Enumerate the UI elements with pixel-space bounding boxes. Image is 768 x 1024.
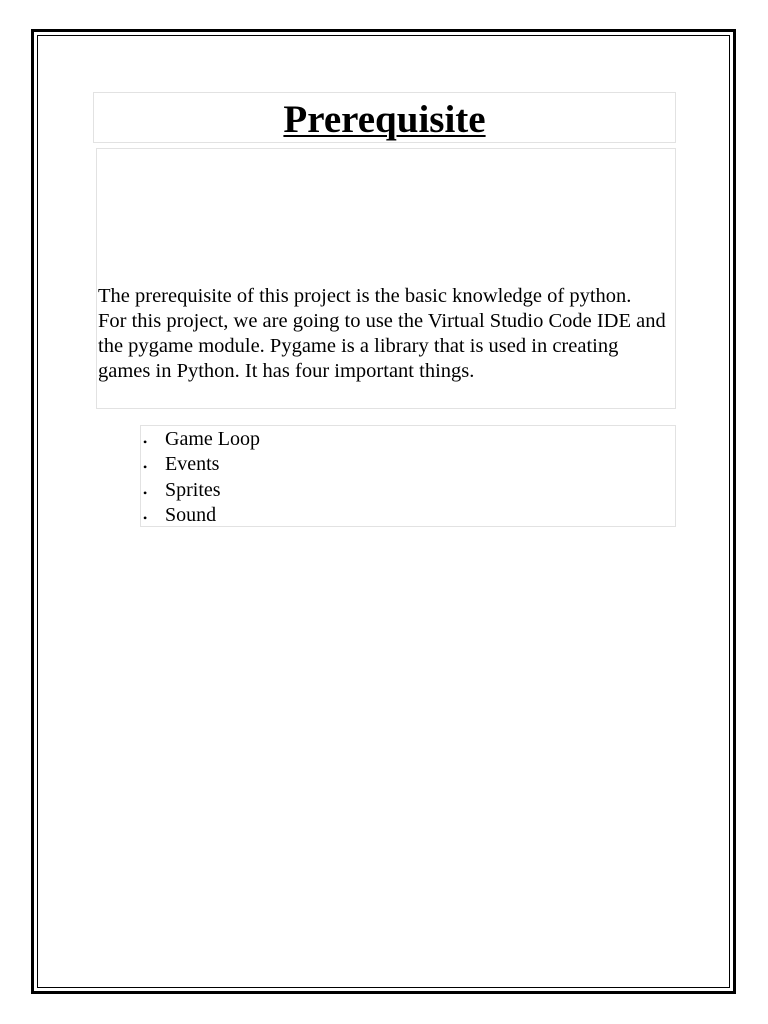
list-item [141,452,260,477]
bullet-icon: • [143,435,148,449]
bullet-icon: • [143,460,148,475]
list-item-label: Sprites [165,478,221,501]
list-item-label: Events [165,453,220,476]
bullet-icon: • [143,510,148,525]
body-text-frame [96,148,676,409]
paragraph-prerequisite: The prerequisite of this project is the basic knowledge of python. [98,285,632,307]
body-text [98,284,673,384]
list-item [141,427,260,452]
list-item-label: Game Loop [165,428,260,450]
paragraph-project-tools: For this project, we are going to use the Virtual Studio Code IDE and the pygame module. Pygame is a library that is used in creating games in Python. It has four important things. [98,310,666,382]
title-frame [93,92,676,143]
bullet-icon: • [143,485,148,500]
list-item [141,478,260,503]
list-item [141,503,260,528]
bullet-list [141,427,260,528]
list-item-label: Sound [165,503,217,526]
page-title: Prerequisite [283,98,486,141]
bullet-list-frame [140,425,676,527]
